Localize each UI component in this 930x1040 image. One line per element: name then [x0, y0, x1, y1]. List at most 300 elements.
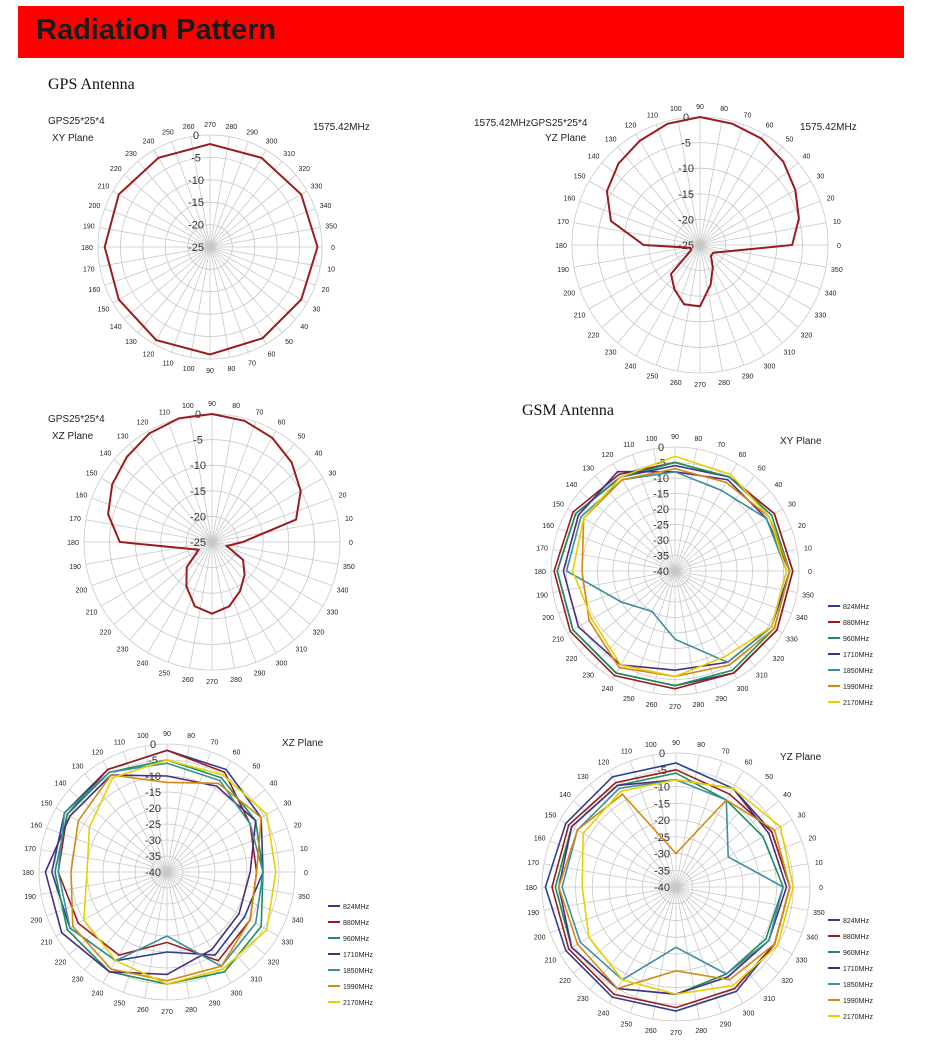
legend-entry: 960MHz: [343, 936, 370, 943]
angle-tick-label: 10: [344, 515, 353, 523]
angle-tick-label: 120: [142, 351, 155, 359]
radial-tick-label: -5: [193, 434, 203, 447]
chart-label: YZ Plane: [780, 752, 822, 763]
radial-tick-label: -20: [190, 511, 206, 524]
angle-tick-label: 350: [802, 592, 814, 600]
angle-tick-label: 20: [293, 822, 302, 830]
angle-tick-label: 40: [774, 482, 783, 490]
angle-tick-label: 100: [182, 366, 195, 374]
angle-tick-label: 40: [269, 780, 278, 788]
angle-tick-label: 30: [797, 812, 806, 820]
angle-tick-label: 170: [83, 266, 95, 274]
angle-tick-label: 60: [267, 351, 276, 359]
angle-tick-label: 80: [187, 733, 196, 741]
angle-tick-label: 140: [565, 482, 578, 490]
angle-tick-label: 150: [552, 501, 564, 509]
angle-tick-label: 110: [162, 360, 174, 368]
angle-tick-label: 320: [267, 959, 280, 967]
angle-tick-label: 30: [283, 800, 292, 808]
radial-tick-label: -20: [145, 803, 161, 815]
angle-tick-label: 290: [253, 670, 266, 678]
angle-tick-label: 0: [808, 569, 812, 576]
radial-tick-label: -30: [653, 535, 669, 547]
legend: [328, 904, 373, 1007]
angle-tick-label: 300: [736, 685, 749, 693]
angle-tick-label: 180: [81, 245, 93, 252]
angle-tick-label: 270: [206, 679, 218, 686]
angle-tick-label: 330: [310, 183, 323, 191]
angle-tick-label: 200: [30, 917, 43, 925]
angle-tick-label: 180: [67, 540, 79, 547]
angle-tick-label: 10: [832, 218, 841, 226]
angle-tick-label: 80: [720, 106, 729, 114]
angle-tick-label: 140: [109, 324, 122, 332]
angle-tick-label: 50: [252, 763, 261, 771]
radial-tick-label: -35: [653, 550, 669, 563]
angle-tick-label: 0: [304, 870, 308, 877]
angle-tick-label: 150: [97, 306, 110, 314]
angle-tick-label: 90: [163, 731, 171, 738]
angle-tick-label: 90: [671, 434, 679, 441]
angle-tick-label: 340: [824, 290, 837, 298]
angle-tick-label: 160: [542, 522, 554, 530]
angle-tick-label: 40: [802, 153, 811, 161]
angle-tick-label: 10: [327, 266, 336, 274]
radial-tick-label: -10: [145, 771, 161, 783]
angle-tick-label: 110: [620, 748, 632, 756]
legend: [828, 918, 873, 1021]
angle-tick-label: 20: [321, 287, 330, 295]
angle-tick-label: 60: [277, 419, 286, 427]
angle-tick-label: 230: [71, 976, 84, 984]
angle-tick-label: 300: [763, 363, 776, 371]
angle-tick-label: 320: [781, 978, 793, 986]
radial-tick-label: 0: [682, 112, 690, 124]
angle-tick-label: 120: [624, 122, 637, 130]
angle-tick-label: 220: [99, 629, 112, 637]
angle-tick-label: 320: [800, 332, 813, 340]
angle-tick-label: 210: [97, 183, 110, 191]
legend-entry: 2170MHz: [843, 700, 873, 707]
angle-tick-label: 170: [69, 515, 81, 523]
angle-tick-label: 160: [563, 195, 576, 203]
legend-entry: 1990MHz: [843, 998, 873, 1005]
radial-tick-label: -20: [654, 815, 670, 827]
chart-label: GPS25*25*4: [48, 414, 105, 425]
radial-tick-label: -15: [653, 488, 669, 501]
legend-entry: 880MHz: [343, 920, 370, 927]
angle-tick-label: 150: [85, 470, 98, 478]
angle-tick-label: 70: [248, 360, 256, 368]
angle-tick-label: 340: [806, 934, 819, 942]
legend-entry: 1850MHz: [343, 968, 373, 975]
angle-tick-label: 220: [565, 655, 578, 663]
polar-chart-2: [474, 104, 857, 389]
radial-tick-label: -30: [145, 835, 161, 847]
page-title: Radiation Pattern: [36, 14, 277, 46]
polar-chart-1: [48, 116, 370, 375]
radial-tick-label: -15: [190, 485, 206, 498]
angle-tick-label: 30: [312, 306, 321, 314]
angle-tick-label: 260: [182, 676, 194, 684]
legend-entry: 1710MHz: [343, 952, 373, 959]
angle-tick-label: 140: [587, 153, 600, 161]
radial-tick-label: -40: [145, 867, 161, 879]
angle-tick-label: 320: [312, 629, 325, 637]
angle-tick-label: 290: [741, 373, 754, 381]
radial-tick-label: -15: [188, 197, 204, 210]
angle-tick-label: 50: [297, 433, 306, 441]
angle-tick-label: 170: [536, 545, 548, 553]
angle-tick-label: 250: [622, 695, 635, 703]
angle-tick-label: 250: [646, 373, 659, 381]
radial-tick-label: -20: [653, 504, 669, 516]
angle-tick-label: 240: [91, 990, 104, 998]
angle-tick-label: 10: [804, 545, 812, 553]
legend-entry: 880MHz: [843, 934, 870, 941]
angle-tick-label: 270: [694, 382, 706, 389]
angle-tick-label: 130: [604, 136, 617, 144]
radial-tick-label: -25: [188, 242, 204, 254]
angle-tick-label: 290: [715, 695, 728, 703]
radial-tick-label: -5: [191, 152, 201, 165]
radial-tick-label: -5: [656, 457, 666, 470]
angle-tick-label: 0: [331, 245, 335, 252]
angle-tick-label: 210: [544, 957, 557, 965]
angle-tick-label: 130: [582, 465, 595, 473]
legend-entry: 1710MHz: [843, 966, 873, 973]
radial-tick-label: 0: [194, 409, 202, 421]
angle-tick-label: 60: [738, 452, 747, 460]
angle-tick-label: 90: [696, 104, 704, 111]
chart-label: XY Plane: [52, 133, 94, 144]
radial-tick-label: 0: [149, 739, 157, 751]
legend-entry: 960MHz: [843, 636, 870, 643]
angle-tick-label: 200: [88, 202, 101, 210]
series-trace: [604, 117, 799, 306]
angle-tick-label: 130: [576, 773, 589, 781]
radial-tick-label: -10: [654, 781, 670, 794]
radial-tick-label: -5: [657, 764, 667, 777]
legend-entry: 880MHz: [843, 620, 870, 627]
angle-tick-label: 120: [136, 419, 149, 427]
angle-tick-label: 50: [285, 339, 293, 347]
angle-tick-label: 310: [763, 996, 776, 1004]
angle-tick-label: 230: [576, 996, 589, 1004]
angle-tick-label: 130: [71, 763, 84, 771]
angle-tick-label: 240: [597, 1010, 610, 1018]
radial-tick-label: 0: [192, 130, 200, 142]
angle-tick-label: 50: [785, 136, 794, 144]
radial-tick-label: -10: [190, 460, 206, 473]
angle-tick-label: 40: [300, 324, 309, 332]
angle-tick-label: 0: [819, 885, 823, 892]
angle-tick-label: 320: [298, 165, 311, 173]
angle-tick-label: 160: [75, 492, 88, 500]
angle-tick-label: 220: [54, 959, 67, 967]
angle-tick-label: 60: [765, 122, 774, 130]
angle-tick-label: 160: [30, 822, 43, 830]
legend-entry: 2170MHz: [843, 1014, 873, 1021]
angle-tick-label: 300: [265, 138, 278, 146]
radial-tick-label: -20: [188, 219, 204, 232]
gsm-antenna-label: GSM Antenna: [522, 402, 614, 419]
angle-tick-label: 20: [338, 492, 347, 500]
angle-tick-label: 330: [814, 312, 827, 320]
angle-tick-label: 330: [281, 939, 294, 947]
angle-tick-label: 120: [91, 749, 104, 757]
polar-chart-4: [534, 434, 873, 711]
angle-tick-label: 150: [40, 800, 53, 808]
chart-label: 1575.42MHz: [800, 122, 857, 133]
angle-tick-label: 170: [557, 218, 569, 226]
angle-tick-label: 200: [563, 290, 576, 298]
angle-tick-label: 150: [573, 173, 586, 181]
angle-tick-label: 250: [620, 1021, 633, 1029]
radial-tick-label: -15: [654, 798, 670, 811]
gps-antenna-label: GPS Antenna: [48, 76, 135, 93]
angle-tick-label: 160: [88, 287, 101, 295]
angle-tick-label: 100: [644, 742, 657, 750]
chart-label: GPS25*25*4: [48, 116, 105, 127]
angle-tick-label: 60: [744, 759, 753, 767]
chart-label: 1575.42MHzGPS25*25*4: [474, 118, 588, 129]
angle-tick-label: 180: [534, 569, 546, 576]
chart-label: XY Plane: [780, 436, 822, 447]
angle-tick-label: 50: [757, 465, 766, 473]
chart-label: XZ Plane: [282, 738, 324, 749]
angle-tick-label: 310: [755, 672, 768, 680]
angle-tick-label: 300: [230, 990, 243, 998]
polar-chart-3: [48, 401, 355, 686]
legend-entry: 1710MHz: [843, 652, 873, 659]
angle-tick-label: 70: [743, 112, 752, 120]
angle-tick-label: 180: [525, 885, 537, 892]
angle-tick-label: 100: [670, 106, 682, 114]
legend-entry: 824MHz: [843, 604, 870, 611]
angle-tick-label: 260: [137, 1006, 149, 1014]
angle-tick-label: 280: [185, 1006, 197, 1014]
angle-tick-label: 210: [552, 636, 564, 644]
angle-tick-label: 10: [299, 845, 308, 853]
radial-tick-label: -25: [653, 519, 669, 532]
angle-tick-label: 80: [232, 403, 241, 411]
angle-tick-label: 230: [125, 150, 137, 158]
radial-tick-label: -30: [654, 848, 670, 861]
angle-tick-label: 230: [116, 646, 129, 654]
angle-tick-label: 290: [246, 129, 258, 137]
legend: [828, 604, 873, 707]
angle-tick-label: 70: [717, 442, 726, 450]
angle-tick-label: 200: [75, 587, 88, 595]
legend-entry: 1850MHz: [843, 982, 873, 989]
radial-tick-label: -10: [678, 163, 694, 176]
angle-tick-label: 90: [672, 740, 680, 747]
angle-tick-label: 290: [719, 1021, 732, 1029]
angle-tick-label: 300: [742, 1010, 755, 1018]
angle-tick-label: 260: [182, 123, 195, 131]
angle-tick-label: 180: [555, 243, 567, 250]
angle-tick-label: 70: [210, 739, 219, 747]
angle-tick-label: 40: [783, 791, 791, 799]
angle-tick-label: 220: [109, 165, 122, 173]
angle-tick-label: 160: [533, 835, 546, 843]
angle-tick-label: 310: [783, 349, 796, 357]
angle-tick-label: 300: [275, 660, 288, 668]
angle-tick-label: 50: [765, 773, 774, 781]
legend-entry: 1990MHz: [343, 984, 373, 991]
angle-tick-label: 230: [582, 672, 595, 680]
angle-tick-label: 330: [795, 957, 808, 965]
radial-tick-label: -10: [653, 473, 669, 485]
angle-tick-label: 280: [692, 701, 705, 709]
angle-tick-label: 200: [533, 934, 546, 942]
angle-tick-label: 280: [225, 123, 238, 131]
angle-tick-label: 70: [721, 748, 730, 756]
angle-tick-label: 350: [343, 564, 355, 572]
angle-tick-label: 240: [142, 138, 155, 146]
angle-tick-label: 280: [230, 676, 242, 684]
angle-tick-label: 250: [158, 670, 171, 678]
angle-tick-label: 310: [295, 646, 308, 654]
angle-tick-label: 280: [695, 1027, 708, 1035]
angle-tick-label: 20: [808, 835, 817, 843]
legend-entry: 824MHz: [843, 918, 870, 925]
angle-tick-label: 90: [208, 401, 216, 408]
angle-tick-label: 180: [22, 870, 34, 877]
angle-tick-label: 90: [206, 368, 214, 375]
radial-tick-label: -35: [145, 851, 161, 863]
legend-entry: 1990MHz: [843, 684, 873, 691]
angle-tick-label: 280: [718, 379, 730, 387]
chart-label: YZ Plane: [545, 133, 587, 144]
radial-tick-label: 0: [658, 748, 666, 760]
angle-tick-label: 190: [83, 223, 95, 231]
angle-tick-label: 270: [161, 1009, 173, 1016]
radial-tick-label: -5: [148, 755, 158, 767]
angle-tick-label: 140: [559, 791, 571, 799]
angle-tick-label: 230: [604, 349, 617, 357]
angle-tick-label: 80: [697, 742, 706, 750]
radial-tick-label: -25: [654, 831, 670, 844]
angle-tick-label: 110: [113, 739, 126, 747]
angle-tick-label: 130: [125, 339, 137, 347]
angle-tick-label: 190: [557, 267, 569, 275]
angle-tick-label: 270: [670, 1030, 682, 1037]
angle-tick-label: 30: [788, 501, 796, 509]
angle-tick-label: 210: [573, 312, 586, 320]
radial-tick-label: -25: [145, 819, 161, 831]
angle-tick-label: 210: [40, 939, 53, 947]
angle-tick-label: 340: [291, 917, 304, 925]
radial-tick-label: -25: [678, 240, 694, 252]
angle-tick-label: 0: [349, 540, 353, 547]
polar-chart-6: [525, 740, 873, 1037]
angle-tick-label: 80: [694, 436, 703, 444]
angle-tick-label: 130: [116, 433, 129, 441]
angle-tick-label: 20: [797, 522, 806, 530]
radial-tick-label: -20: [678, 214, 694, 227]
angle-tick-label: 190: [536, 592, 548, 600]
angle-tick-label: 170: [527, 859, 540, 867]
angle-tick-label: 100: [182, 403, 194, 411]
angle-tick-label: 40: [314, 450, 323, 458]
angle-tick-label: 0: [837, 243, 841, 250]
legend-entry: 1850MHz: [843, 668, 873, 675]
radial-tick-label: -40: [654, 882, 670, 894]
angle-tick-label: 240: [136, 660, 149, 668]
angle-tick-label: 190: [527, 910, 540, 918]
radial-tick-label: -40: [653, 566, 669, 578]
legend-entry: 824MHz: [343, 904, 370, 911]
radial-tick-label: -5: [681, 137, 691, 150]
angle-tick-label: 350: [812, 910, 825, 918]
angle-tick-label: 150: [544, 812, 557, 820]
angle-tick-label: 10: [814, 859, 823, 867]
angle-tick-label: 30: [328, 470, 337, 478]
angle-tick-label: 70: [255, 409, 264, 417]
angle-tick-label: 210: [85, 609, 98, 617]
angle-tick-label: 250: [162, 129, 174, 137]
angle-tick-label: 200: [542, 615, 554, 623]
angle-tick-label: 60: [232, 749, 241, 757]
angle-tick-label: 340: [319, 202, 332, 210]
angle-tick-label: 240: [601, 685, 614, 693]
polar-chart-5: [22, 731, 373, 1016]
angle-tick-label: 100: [645, 436, 658, 444]
angle-tick-label: 140: [54, 780, 67, 788]
angle-tick-label: 120: [601, 452, 614, 460]
angle-tick-label: 260: [644, 1027, 657, 1035]
angle-tick-label: 20: [826, 195, 835, 203]
radial-tick-label: -35: [654, 865, 670, 878]
angle-tick-label: 270: [204, 122, 216, 129]
angle-tick-label: 240: [624, 363, 637, 371]
angle-tick-label: 350: [298, 894, 310, 902]
angle-tick-label: 260: [670, 379, 682, 387]
chart-label: 1575.42MHz: [313, 122, 370, 133]
angle-tick-label: 140: [99, 450, 112, 458]
angle-tick-label: 110: [646, 112, 659, 120]
angle-tick-label: 330: [786, 636, 798, 644]
angle-tick-label: 250: [113, 1000, 126, 1008]
radial-tick-label: -15: [678, 188, 694, 201]
angle-tick-label: 30: [816, 173, 825, 181]
angle-tick-label: 110: [158, 409, 171, 417]
angle-tick-label: 350: [831, 267, 843, 275]
angle-tick-label: 330: [326, 609, 339, 617]
angle-tick-label: 110: [623, 442, 635, 450]
chart-label: XZ Plane: [52, 431, 94, 442]
angle-tick-label: 260: [645, 701, 658, 709]
legend-entry: 2170MHz: [343, 1000, 373, 1007]
angle-tick-label: 340: [796, 615, 808, 623]
angle-tick-label: 350: [325, 223, 337, 231]
angle-tick-label: 310: [283, 150, 295, 158]
radial-tick-label: 0: [657, 442, 665, 454]
angle-tick-label: 220: [559, 978, 571, 986]
angle-tick-label: 80: [227, 366, 236, 374]
angle-tick-label: 270: [669, 704, 681, 711]
angle-tick-label: 170: [24, 845, 36, 853]
angle-tick-label: 220: [587, 332, 600, 340]
angle-tick-label: 100: [137, 733, 149, 741]
angle-tick-label: 340: [336, 587, 349, 595]
legend-entry: 960MHz: [843, 950, 870, 957]
angle-tick-label: 120: [597, 759, 610, 767]
radial-tick-label: -10: [188, 174, 204, 187]
angle-tick-label: 190: [24, 894, 36, 902]
